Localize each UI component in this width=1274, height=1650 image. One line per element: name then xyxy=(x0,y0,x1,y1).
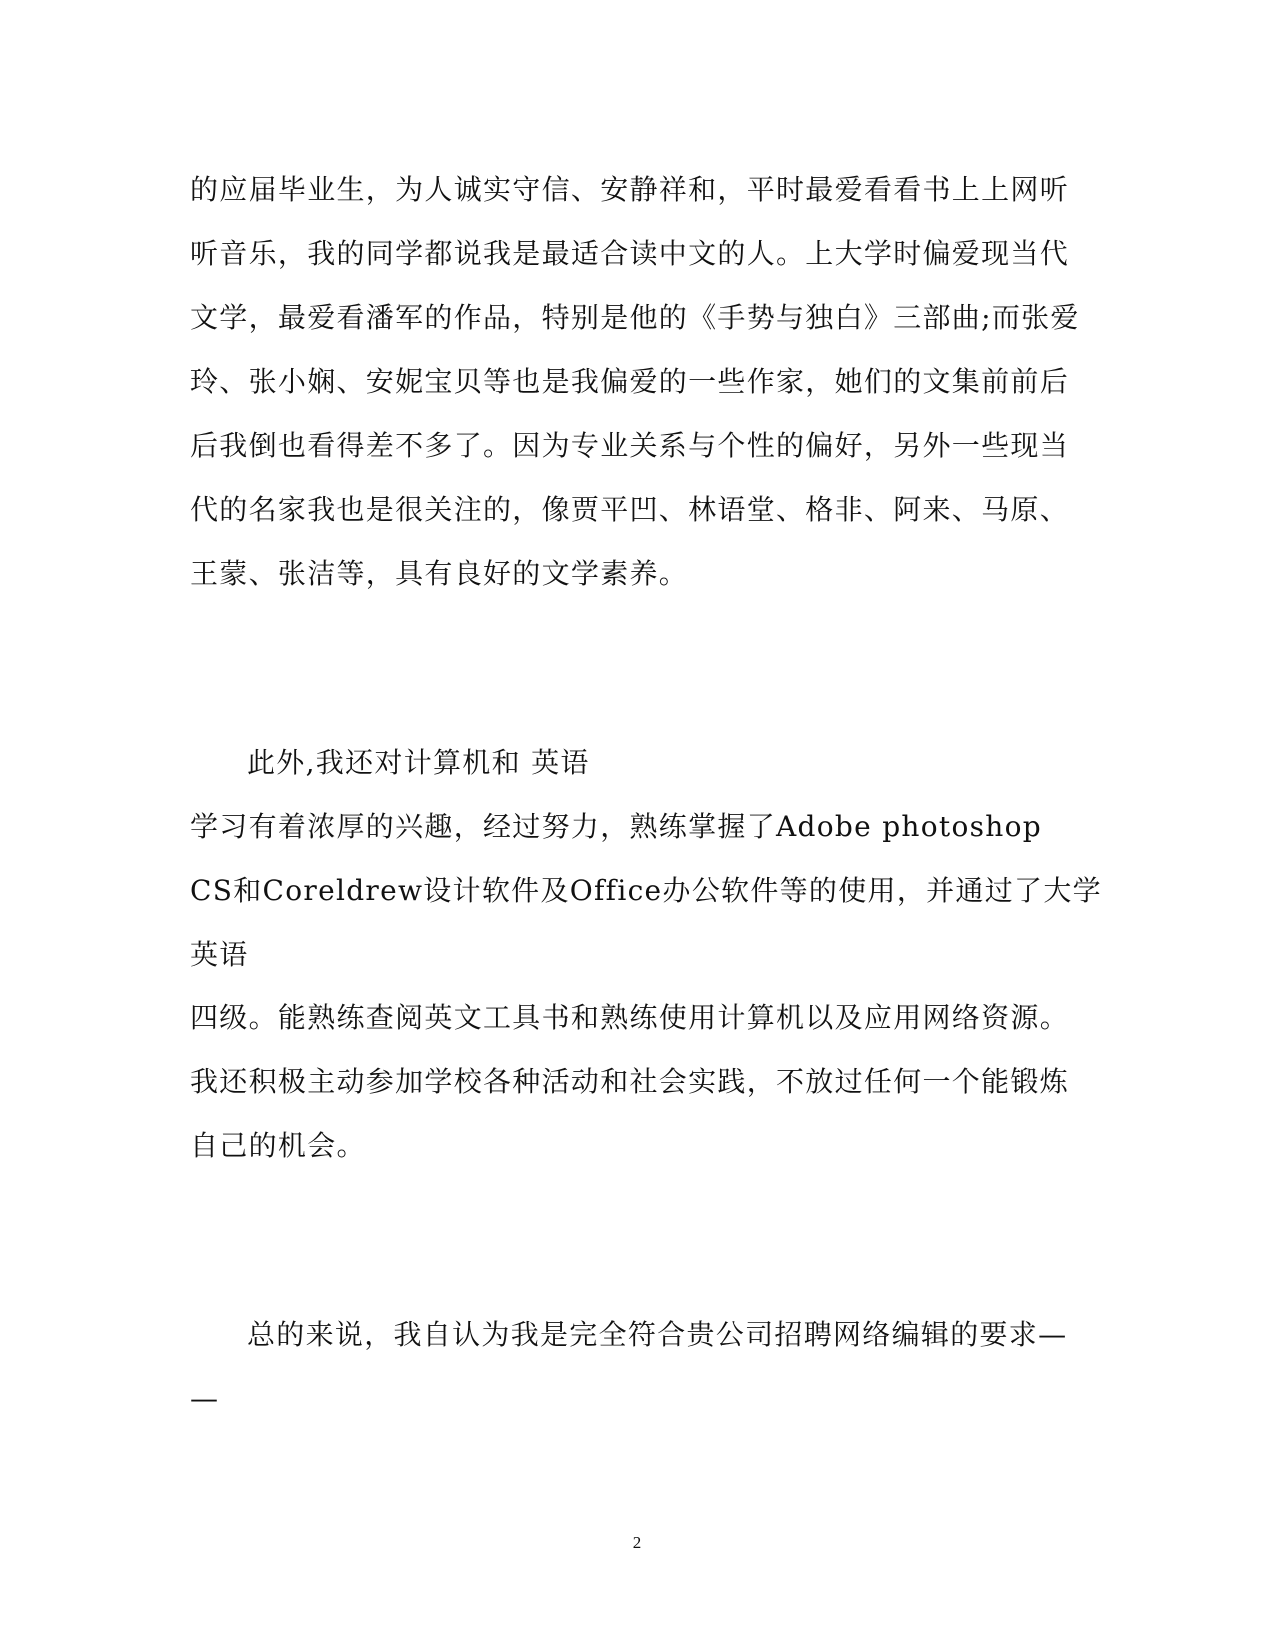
text-line: 王蒙、张洁等，具有良好的文学素养。 xyxy=(190,557,689,590)
text-line: 后我倒也看得差不多了。因为专业关系与个性的偏好，另外一些现当 xyxy=(190,429,1070,462)
text-line: 四级。能熟练查阅英文工具书和熟练使用计算机以及应用网络资源。 xyxy=(190,1001,1070,1034)
text-line: 听音乐，我的同学都说我是最适合读中文的人。上大学时偏爱现当代 xyxy=(190,237,1070,270)
text-line: 我还积极主动参加学校各种活动和社会实践，不放过任何一个能锻炼 xyxy=(190,1065,1070,1098)
text-line: 此外,我还对计算机和 英语 xyxy=(247,746,590,779)
text-line: CS和Coreldrew设计软件及Office办公软件等的使用，并通过了大学 xyxy=(190,874,1102,907)
text-line: 学习有着浓厚的兴趣，经过努力，熟练掌握了Adobe photoshop xyxy=(190,810,1043,843)
text-line: 代的名家我也是很关注的，像贾平凹、林语堂、格非、阿来、马原、 xyxy=(190,493,1070,526)
text-line: 英语 xyxy=(190,938,249,971)
page-number: 2 xyxy=(632,1533,642,1552)
text-line: 的应届毕业生，为人诚实守信、安静祥和，平时最爱看看书上上网听 xyxy=(190,173,1070,206)
text-line: 自己的机会。 xyxy=(190,1129,366,1162)
text-line: 文学，最爱看潘军的作品，特别是他的《手势与独白》三部曲;而张爱 xyxy=(190,301,1080,334)
text-line: 玲、张小娴、安妮宝贝等也是我偏爱的一些作家，她们的文集前前后 xyxy=(190,365,1070,398)
text-line: — xyxy=(190,1382,220,1415)
text-line: 总的来说，我自认为我是完全符合贵公司招聘网络编辑的要求— xyxy=(247,1318,1068,1351)
